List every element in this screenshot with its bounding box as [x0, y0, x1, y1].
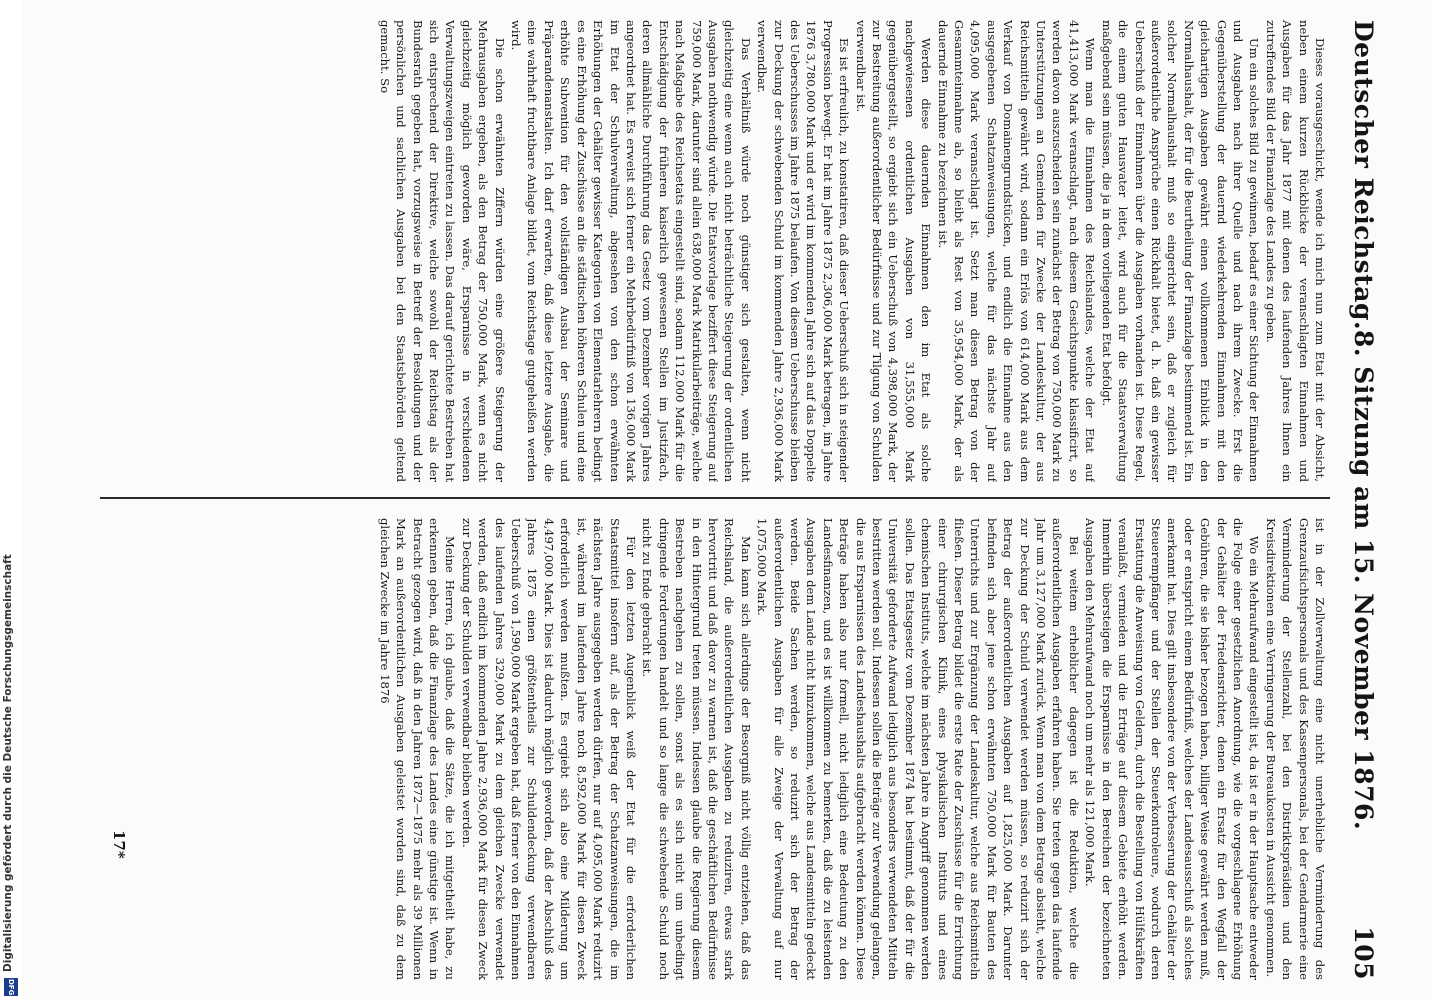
- header-title: Deutscher Reichstag.: [1349, 20, 1378, 331]
- dfg-logo: DFG: [4, 978, 18, 996]
- paragraph: Wo ein Mehraufwand eingestellt ist, da ist er in der Hauptsache entweder die Folge einer gesetzlichen Anordnung, wie die vorgeschlagene Erhöhung der Gehälter der Friedensrichter, denen ein Ersatz für den Wegfall der Gebühren, die sie bisher bezogen haben, billiger Weise gewährt werden muß, oder er entspricht einem Bedürfniß, welches der Landesausschuß als solches anerkannt hat. Dies gilt insbesondere von der Verbesserung der Gehälter der Steuerempfänger und der Stellen der Steuerkontroleure, wodurch deren Erstattung die Anweisung von Geldern, durch die Bestellung von Hülfskräften veranlaßt, vermieden und die Erträge auf diesem Gebiete erhöht werden. Immerhin übersteigen die Ersparnisse in den Bereichen der bezeichneten Ausgaben den Mehraufwand noch um mehr als 121,000 Mark.: [1083, 518, 1262, 980]
- column-divider: [100, 497, 1330, 499]
- header-session-date: 8. Sitzung am 15. November 1876.: [1349, 330, 1378, 831]
- paragraph: Die schon erwähnten Ziffern würden eine größere Steigerung der Mehrausgaben ergeben, als den Betrag der 750,000 Mark, wenn es nicht gleichzeitig möglich geworden wäre, Ersparnisse in verschiedenen Verwaltungszweigen eintreten zu lassen. Das darauf gerichtete Bestreben hat sich entsprechend der Direktive, welche sowohl der Reichstag als der Bundesrath gegeben hat, vorzugsweise in Betreff der Besoldungen und der persönlichen und sachlichen Ausgaben bei den Staatsbehörden geltend gemacht. So: [377, 20, 507, 482]
- paragraph: Dieses vorausgeschickt, wende ich mich nun zum Etat mit der Absicht, neben einem kurzen Rückblicke der veranschlagten Einnahmen und Ausgaben für das Jahr 1877 mit denen des laufenden Jahres Ihnen ein zutreffendes Bild der Finanzlage des Landes zu geben.: [1263, 20, 1327, 482]
- paragraph: Man kann sich allerdings der Besorgniß nicht völlig entziehen, daß das Reichsland, die außerordentlichen Ausgaben zu reduziren, etwas stark hervortritt und daß davor zu warnen ist, daß die geschäftlichen Bedürfnisse in den Hintergrund treten müssen. Indessen glaube die Regierung diesem Bestreben nachgehen zu sollen, sonst als es sich nicht um unbedingt dringende Forderungen handelt und so lange die schwebende Schuld noch nicht zu Ende gebracht ist.: [640, 518, 753, 980]
- right-text-column: [108, 518, 1328, 980]
- paragraph: Das Verhältniß würde noch günstiger sich gestalten, wenn nicht gleichzeitig eine wenn auch nicht beträchtliche Steigerung der ordentlichen Ausgaben nothwendig würde. Die Etatsvorlage beziffert diese Steigerung auf 759,000 Mark, darunter sind allein 638,000 Mark Matrikularbeiträge, welche nach Maßgabe des Reichsetats eingestellt sind, sodann 112,000 Mark für die Entschädigung der früheren kaiserlich gewesenen Stellen im Justizfach, deren allmähliche Durchführung das Gesetz vom Dezember vorigen Jahres angeordnet hat. Es erweist sich ferner ein Mehrbedürfniß von 136,000 Mark im Etat der Schulverwaltung, abgesehen von den schon erwähnten Erhöhungen der Gehälter gewisser Kategorien von Elementarlehrern bedingt es eine Erhöhung der Zuschüsse an die städtischen höheren Schulen und eine erhöhte Subvention für den vollständigen Ausbau der Seminare und Präparandenanstalten. Ich darf erwarten, daß diese letztere Ausgabe, die eine wahrhaft fruchtbare Anlage bildet, vom Reichstage gutgeheißen werden wird.: [509, 20, 753, 482]
- signature-mark: 17*: [110, 830, 128, 859]
- paragraph: Um ein solches Bild zu gewinnen, bedarf es einer Sichtung der Einnahmen und Ausgaben nach ihrer Quelle und nach ihrem Zwecke. Erst die Gegenüberstellung der dauernd wiederkehrenden Einnahmen mit den gleichartigen Ausgaben gewährt einen vollkommenen Einblick in den Normalhaushalt, der für die Beurtheilung der Finanzlage bestimmend ist. Ein solcher Normalhaushalt muß so eingerichtet sein, daß er zugleich für außerordentliche Ansprüche einen Rückhalt bietet, d. h. daß ein gewisser Ueberschuß der Einnahmen über die Ausgaben vorhanden ist. Diese Regel, die einem guten Hausvater leitet, wird auch für die Staatsverwaltung maßgebend sein müssen, die ja in dem vorliegenden Etat befolgt.: [1099, 20, 1262, 482]
- running-header: [1338, 20, 1378, 980]
- paragraph: Bei weitem erheblicher dagegen ist die Reduktion, welche die außerordentlichen Ausgaben erfahren haben. Sie treten gegen das laufende Jahr um 3,127,000 Mark zurück. Wenn man von dem Betrage absieht, welche zur Deckung der Schuld verwendet werden müssen, so reduzirt sich der Betrag der außerordentlichen Ausgaben auf 1,825,000 Mark. Darunter befinden sich aber jene schon erwähnten 750,000 Mark für Bauten des Unterrichts und zur Ergänzung der Landeskultur, welche aus Reichsmitteln fließen. Dieser Betrag bildet die erste Rate der Zuschüsse für die Errichtung einer chirurgischen Klinik, eines physikalischen Instituts und eines chemischen Instituts, welche im nächsten Jahre in Angriff genommen werden sollen. Das Etatsgesetz vom Dezember 1874 hat bestimmt, daß der für die Universität geforderte Aufwand lediglich aus besonders verwendeten Mitteln bestritten werden soll. Indessen sollen die Beträge zur Verwendung gelangen, die aus Ersparnissen des Landeshaushalts aufgebracht werden können. Diese Beträge haben also nur formell, nicht lediglich eine Bedeutung zu den Landesfinanzen, und es ist willkommen zu bemerken, daß die zu leistenden Ausgaben dem Lande nicht hinzukommen, welche aus Landesmitteln gedeckt werden. Beide Sachen werden, so reduzirt sich der Betrag der außerordentlichen Ausgaben für alle Zweige der Verwaltung auf nur 1,075,000 Mark.: [755, 518, 1081, 980]
- paragraph: ist in der Zollverwaltung eine nicht unerhebliche Verminderung des Grenzaufsichtspersonals und des Kassenpersonals, bei der Gendarmerie eine Verminderung der Stellenzahl, bei den Distriktspräsidien und den Kreisdirektionen eine Verringerung der Bureaukosten in Aussicht genommen.: [1263, 518, 1327, 980]
- left-text-column: [108, 20, 1328, 482]
- rotated-document-page: [90, 0, 1400, 1000]
- paragraph: Meine Herren, ich glaube, daß die Sätze, die ich mitgetheilt habe, zu erkennen geben, daß die Finanzlage des Landes eine günstige ist. Wenn in Betracht gezogen wird, daß in den Jahren 1872—1875 mehr als 39 Millionen Mark an außerordentlichen Ausgaben geleistet worden sind, daß zu dem gleichen Zwecke im Jahre 1876: [377, 518, 458, 980]
- digitization-sidebar: [0, 0, 22, 1000]
- funding-note: Digitalisierung gefördert durch die Deutsche Forschungsgemeinschaft: [2, 554, 14, 972]
- paragraph: Es ist erfreulich, zu konstatiren, daß dieser Ueberschuß sich in steigender Progression bewegt. Er hat im Jahre 1875 2,306,000 Mark betragen, im Jahre 1876 3,780,000 Mark und er wird im kommenden Jahre sich auf das Doppelte des Ueberschusses im Jahre 1875 belaufen. Von diesem Ueberschusse bleiben zur Deckung der schwebenden Schuld im kommenden Jahre 2,936,000 Mark verwendbar.: [755, 20, 852, 482]
- paragraph: Werden diese dauernden Einnahmen den im Etat als solche nachgewiesenen ordentlichen Ausgaben von 31,555,000 Mark gegenübergestellt, so ergiebt sich ein Ueberschuß von 4,398,000 Mark, der zur Bestreitung außerordentlicher Bedürfnisse und zur Tilgung von Schulden verwendbar ist.: [853, 20, 934, 482]
- page-number: 105: [1349, 926, 1378, 980]
- paragraph: Für den letzten Augenblick weiß der Etat für die erforderlichen Staatsmittel insofern auf, als der Betrag der Schatzanweisungen, die im nächsten Jahre ausgegeben werden dürfen, nur auf 4,095,000 Mark reduzirt ist, während im laufenden Jahre noch 8,592,000 Mark für diesen Zweck erforderlich werden mußten. Es ergiebt sich also eine Milderung um 4,497,000 Mark. Dies ist dadurch möglich geworden, daß der Abschluß des Jahres 1875 einen größtentheils zur Schuldendeckung verwendbaren Ueberschuß von 1,590,000 Mark ergeben hat, daß ferner von den Einnahmen des laufenden Jahres 329,000 Mark zu dem gleichen Zwecke verwendet werden, daß endlich im kommenden Jahre 2,936,000 Mark für diesen Zweck zur Deckung der Schulden verwendbar bleiben werden.: [459, 518, 638, 980]
- paragraph: Wenn man die Einnahmen des Reichslandes, welche der Etat auf 41,413,000 Mark veranschlagt, nach diesem Gesichtspunkte klassificirt, so werden davon auszuscheiden sein zunächst der Betrag von 750,000 Mark zu Unterstützungen an Gemeinden für Zwecke der Landeskultur, der aus Reichsmitteln gewährt wird, sodann ein Erlös von 614,000 Mark aus dem Verkauf von Domainengrundstücken, und endlich die Einnahme aus den ausgegebenen Schatzanweisungen, welche für das nächste Jahr auf 4,095,000 Mark veranschlagt ist. Setzt man diesen Betrag von der Gesammteinnahme ab, so bleibt als Rest von 35,954,000 Mark, der als dauernde Einnahme zu bezeichnen ist.: [935, 20, 1098, 482]
